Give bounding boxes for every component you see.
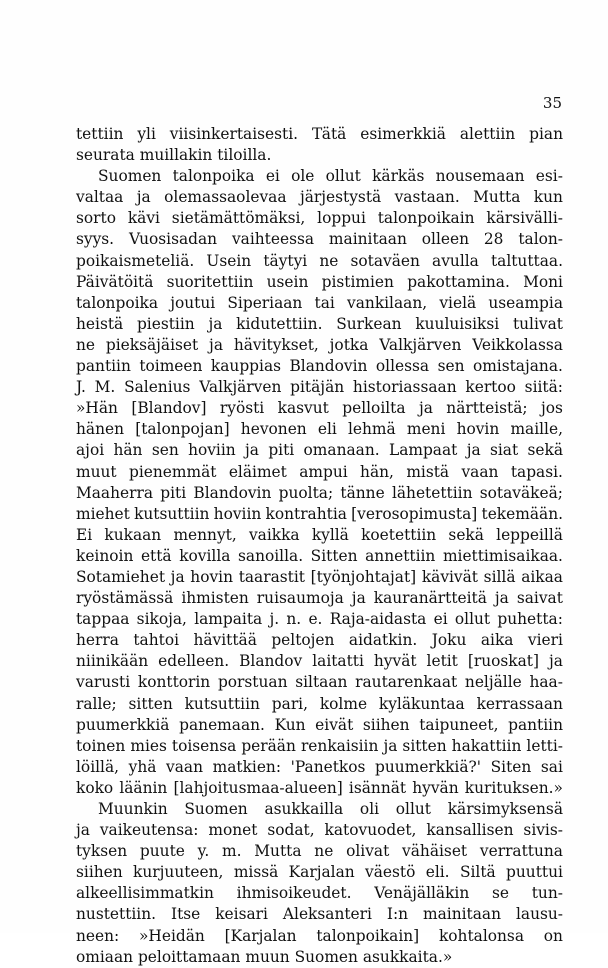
text-line: nustettiin. Itse keisari Aleksanteri I:n mainitaan lausu-	[76, 905, 563, 924]
text-line: muut pienemmät eläimet ampui hän, mistä vaan tapasi.	[76, 462, 563, 481]
text-line: toinen mies toisensa perään renkaisiin ja sitten hakattiin letti-	[76, 736, 563, 755]
text-line: talonpoika joutui Siperiaan tai vankilaan, vielä useampia	[76, 293, 563, 312]
text-line: »Hän [Blandov] ryösti kasvut pelloilta ja närtteistä; jos	[76, 399, 563, 418]
text-line: tyksen puute y. m. Mutta ne olivat vähäiset verrattuna	[76, 842, 563, 861]
text-line: Maaherra piti Blandovin puolta; tänne lähetettiin sotaväkeä;	[76, 483, 563, 502]
text-line: herra tahtoi hävittää peltojen aidatkin. Joku aika vieri	[76, 631, 563, 650]
text-line: neen: »Heidän [Karjalan talonpoikain] kohtalonsa on	[76, 926, 563, 945]
text-line: poikaismeteliä. Usein täytyi ne sotaväen avulla taltuttaa.	[76, 251, 563, 270]
text-line: tappaa sikoja, lampaita j. n. e. Raja-aidasta ei ollut puhetta:	[76, 610, 563, 629]
text-line: siihen kurjuuteen, missä Karjalan väestö eli. Siltä puuttui	[76, 863, 563, 882]
text-line: tettiin yli viisinkertaisesti. Tätä esimerkkiä alettiin pian	[76, 125, 563, 143]
text-line: hänen [talonpojan] hevonen eli lehmä meni hovin maille,	[76, 420, 563, 439]
text-line: J. M. Salenius Valkjärven pitäjän historiassaan kertoo siitä:	[76, 378, 563, 397]
text-line: niinikään edelleen. Blandov laitatti hyvät letit [ruoskat] ja	[76, 652, 563, 671]
text-line: ralle; sitten kutsuttiin pari, kolme kyläkuntaa kerrassaan	[76, 694, 563, 713]
text-line: valtaa ja olemassaolevaa järjestystä vastaan. Mutta kun	[76, 188, 563, 207]
text-line: Päivätöitä suoritettiin usein pistimien pakottamina. Moni	[76, 272, 563, 291]
text-line: syys. Vuosisadan vaihteessa mainitaan olleen 28 talon-	[76, 230, 563, 249]
text-line: keinoin että kovilla sanoilla. Sitten annettiin miettimisaikaa.	[76, 546, 563, 565]
text-line: koko läänin [lahjoitusmaa-alueen] isännät hyvän kurituksen.»	[76, 778, 563, 797]
text-line: varusti konttorin porstuan siltaan rautarenkaat neljälle haa-	[76, 673, 563, 692]
text-line: miehet kutsuttiin hoviin kontrahtia [verosopimusta] tekemään.	[76, 504, 563, 523]
text-line: alkeellisimmatkin ihmisoikeudet. Venäjälläkin se tun-	[76, 884, 563, 903]
text-line: heistä piestiin ja kidutettiin. Surkean kuuluisiksi tulivat	[76, 314, 563, 333]
text-line: sorto kävi sietämättömäksi, loppui talonpoikain kärsivälli-	[76, 209, 563, 228]
text-line: Muunkin Suomen asukkailla oli ollut kärsimyksensä	[98, 800, 563, 818]
page-number: 35	[542, 94, 562, 112]
body-text	[76, 124, 563, 968]
text-line: seurata muillakin tiloilla.	[76, 146, 272, 165]
text-line: puumerkkiä panemaan. Kun eivät siihen taipuneet, pantiin	[76, 715, 563, 734]
text-line: ja vaikeutensa: monet sodat, katovuodet, kansallisen sivis-	[76, 821, 563, 840]
text-line: Ei kukaan mennyt, vaikka kyllä koetettiin sekä leppeillä	[76, 525, 563, 544]
text-line: pantiin toimeen kauppias Blandovin ollessa sen omistajana.	[76, 357, 563, 376]
text-line: ne pieksäjäiset ja hävitykset, jotka Valkjärven Veikkolassa	[76, 335, 563, 354]
text-line: ajoi hän sen hoviin ja piti omanaan. Lampaat ja siat sekä	[76, 441, 563, 460]
text-line: Suomen talonpoika ei ole ollut kärkäs nousemaan esi-	[98, 167, 563, 186]
text-line: ryöstämässä ihmisten ruisaumoja ja kauranärtteitä ja saivat	[76, 589, 563, 608]
text-line: löillä, yhä vaan matkien: 'Panetkos puumerkkiä?' Siten sai	[76, 757, 563, 776]
text-line: Sotamiehet ja hovin taarastit [työnjohtajat] kävivät sillä aikaa	[76, 567, 563, 586]
text-line: omiaan peloittamaan muun Suomen asukkaita.»	[76, 947, 453, 966]
